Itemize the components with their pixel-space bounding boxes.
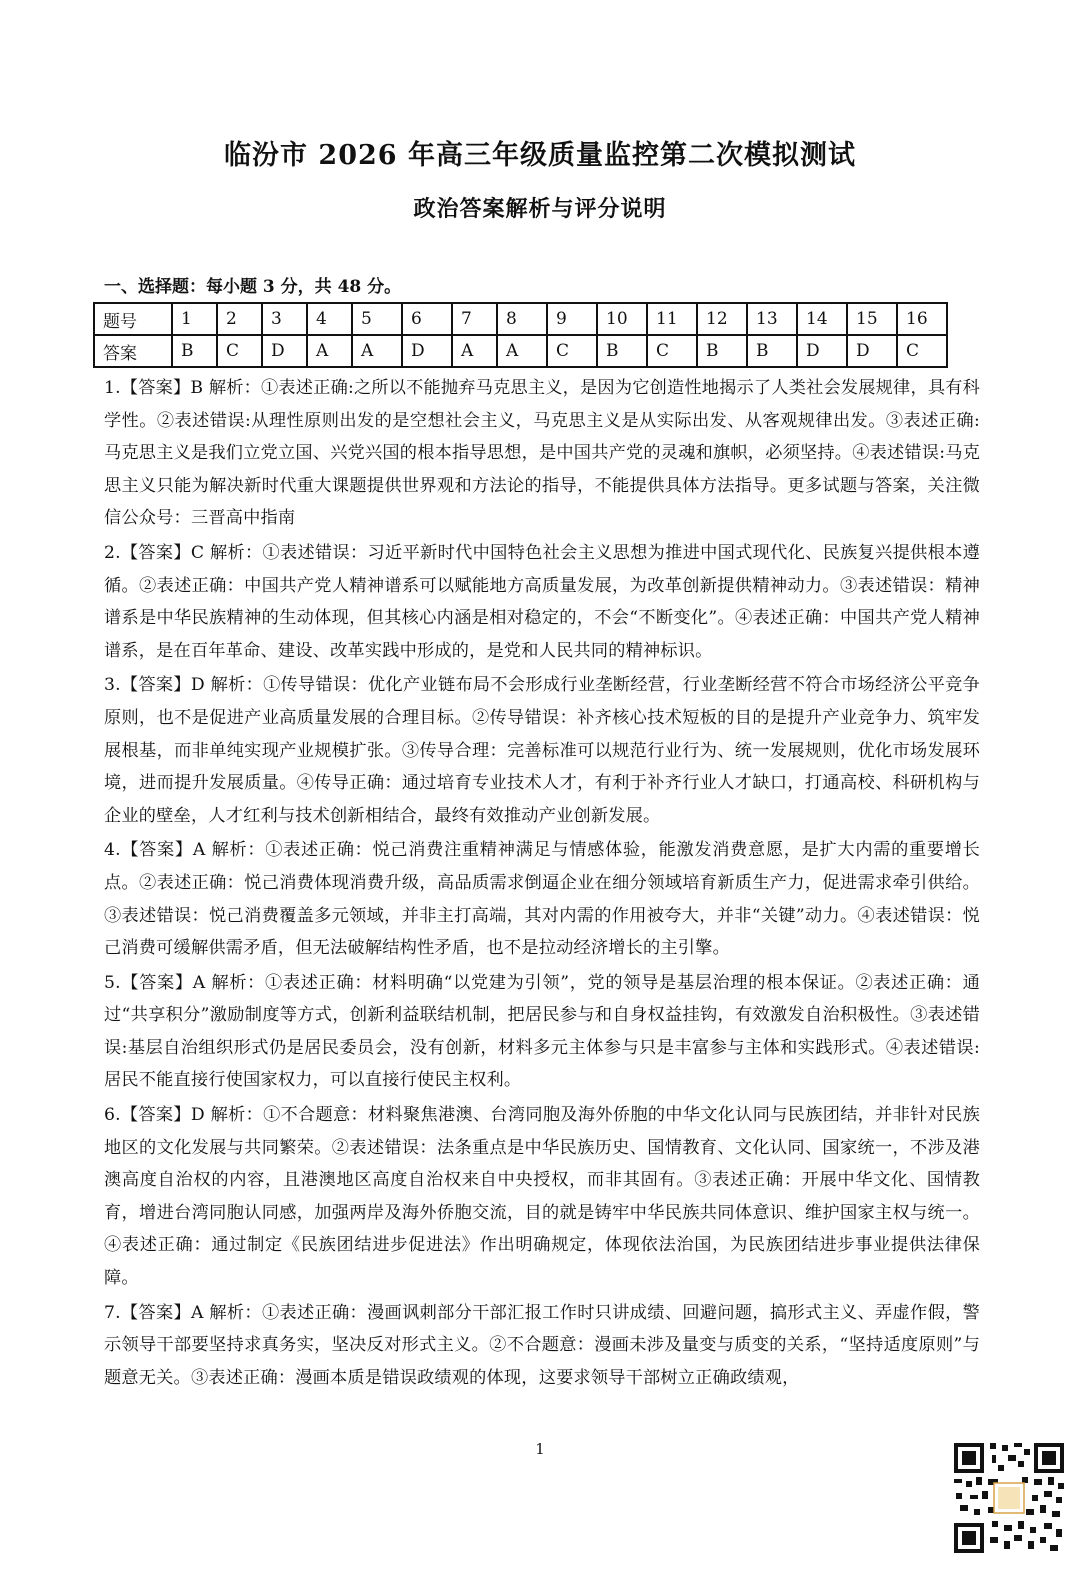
explanation-paragraph-6: 6.【答案】D 解析：①不合题意：材料聚焦港澳、台湾同胞及海外侨胞的中华文化认同与民族团结，并非针对民族地区的文化发展与共同繁荣。②表述错误：法条重点是中华民族历史、国情教育、文化认同、国家统一，不涉及港澳高度自治权的内容，且港澳地区高度自治权来自中央授权，而非其固有。③表述正确：开展中华文化、国情教育，增进台湾同胞认同感，加强两岸及海外侨胞交流，目的就是铸牢中华民族共同体意识、维护国家主权与统一。④表述正确：通过制定《民族团结进步促进法》作出明确规定，体现依法治国，为民族团结进步事业提供法律保障。 <box>104 1105 980 1289</box>
answer-cell: C <box>647 335 697 367</box>
question-number: 5 <box>352 303 402 335</box>
answer-table-number-row <box>94 303 947 335</box>
question-number: 7 <box>452 303 497 335</box>
answer-table-row-label: 答案 <box>94 335 172 367</box>
explanation-paragraph-3: 3.【答案】D 解析：①传导错误：优化产业链布局不会形成行业垄断经营，行业垄断经营不符合市场经济公平竞争原则，也不是促进产业高质量发展的合理目标。②传导错误：补齐核心技术短板的目的是提升产业竞争力、筑牢发展根基，而非单纯实现产业规模扩张。③传导合理：完善标准可以规范行业行为、统一发展规则，优化市场发展环境，进而提升发展质量。④传导正确：通过培育专业技术人才，有利于补齐行业人才缺口，打通高校、科研机构与企业的壁垒，人才红利与技术创新相结合，最终有效推动产业创新发展。 <box>104 675 980 826</box>
answer-cell: B <box>172 335 217 367</box>
question-number: 13 <box>747 303 797 335</box>
answer-cell: D <box>797 335 847 367</box>
question-number: 12 <box>697 303 747 335</box>
question-number: 4 <box>307 303 352 335</box>
answer-cell: B <box>697 335 747 367</box>
question-number: 10 <box>597 303 647 335</box>
answer-cell: D <box>847 335 897 367</box>
explanation-paragraph-7: 7.【答案】A 解析：①表述正确：漫画讽刺部分干部汇报工作时只讲成绩、回避问题，搞形式主义、弄虚作假，警示领导干部要坚持求真务实，坚决反对形式主义。②不合题意：漫画未涉及量变与质变的关系，“坚持适度原则”与题意无关。③表述正确：漫画本质是错误政绩观的体现，这要求领导干部树立正确政绩观， <box>104 1302 980 1388</box>
page-subtitle: 政治答案解析与评分说明 <box>413 196 667 222</box>
question-number: 6 <box>402 303 452 335</box>
explanation-paragraph-5: 5.【答案】A 解析：①表述正确：材料明确“以党建为引领”，党的领导是基层治理的根本保证。②表述正确：通过“共享积分”激励制度等方式，创新利益联结机制，把居民参与和自身权益挂钩，有效激发自治积极性。③表述错误:基层自治组织形式仍是居民委员会，没有创新，材料多元主体参与只是丰富参与主体和实践形式。④表述错误:居民不能直接行使国家权力，可以直接行使民主权利。 <box>104 972 980 1091</box>
question-number: 1 <box>172 303 217 335</box>
answer-cell: D <box>402 335 452 367</box>
question-number: 9 <box>547 303 597 335</box>
answer-cell: A <box>497 335 547 367</box>
answer-cell: C <box>217 335 262 367</box>
question-number: 8 <box>497 303 547 335</box>
question-number: 11 <box>647 303 697 335</box>
answer-table-answer-row <box>94 335 947 367</box>
answer-cell: A <box>352 335 402 367</box>
explanation-paragraph-1: 1.【答案】B 解析：①表述正确:之所以不能抛弃马克思主义，是因为它创造性地揭示了人类社会发展规律，具有科学性。②表述错误:从理性原则出发的是空想社会主义，马克思主义是从实际出发、从客观规律出发。③表述正确:马克思主义是我们立党立国、兴党兴国的根本指导思想，是中国共产党的灵魂和旗帜，必须坚持。④表述错误:马克思主义只能为解决新时代重大课题提供世界观和方法论的指导，不能提供具体方法指导。更多试题与答案，关注微信公众号：三晋高中指南 <box>104 378 980 529</box>
qr-code-icon <box>952 1441 1066 1555</box>
explanation-paragraph-2: 2.【答案】C 解析：①表述错误：习近平新时代中国特色社会主义思想为推进中国式现代化、民族复兴提供根本遵循。②表述正确：中国共产党人精神谱系可以赋能地方高质量发展，为改革创新提供精神动力。③表述错误：精神谱系是中华民族精神的生动体现，但其核心内涵是相对稳定的，不会“不断变化”。④表述正确：中国共产党人精神谱系，是在百年革命、建设、改革实践中形成的，是党和人民共同的精神标识。 <box>104 542 980 661</box>
question-number: 15 <box>847 303 897 335</box>
answer-cell: C <box>897 335 947 367</box>
answer-table <box>93 302 948 368</box>
answer-cell: A <box>307 335 352 367</box>
question-number: 16 <box>897 303 947 335</box>
question-number: 3 <box>262 303 307 335</box>
explanations <box>104 372 980 1394</box>
question-number: 14 <box>797 303 847 335</box>
answer-cell: A <box>452 335 497 367</box>
answer-cell: B <box>747 335 797 367</box>
answer-cell: B <box>597 335 647 367</box>
answer-cell: C <box>547 335 597 367</box>
section-heading: 一、选择题：每小题 3 分，共 48 分。 <box>104 277 402 297</box>
page-number: 1 <box>535 1440 545 1458</box>
answer-cell: D <box>262 335 307 367</box>
page-title: 临汾市 2026 年高三年级质量监控第二次模拟测试 <box>224 140 856 171</box>
answer-table-row-label: 题号 <box>94 303 172 335</box>
explanation-paragraph-4: 4.【答案】A 解析：①表述正确：悦己消费注重精神满足与情感体验，能激发消费意愿，是扩大内需的重要增长点。②表述正确：悦己消费体现消费升级，高品质需求倒逼企业在细分领域培育新质生产力，促进需求牵引供给。③表述错误：悦己消费覆盖多元领域，并非主打高端，其对内需的作用被夸大，并非“关键”动力。④表述错误：悦己消费可缓解供需矛盾，但无法破解结构性矛盾，也不是拉动经济增长的主引擎。 <box>104 840 980 959</box>
question-number: 2 <box>217 303 262 335</box>
